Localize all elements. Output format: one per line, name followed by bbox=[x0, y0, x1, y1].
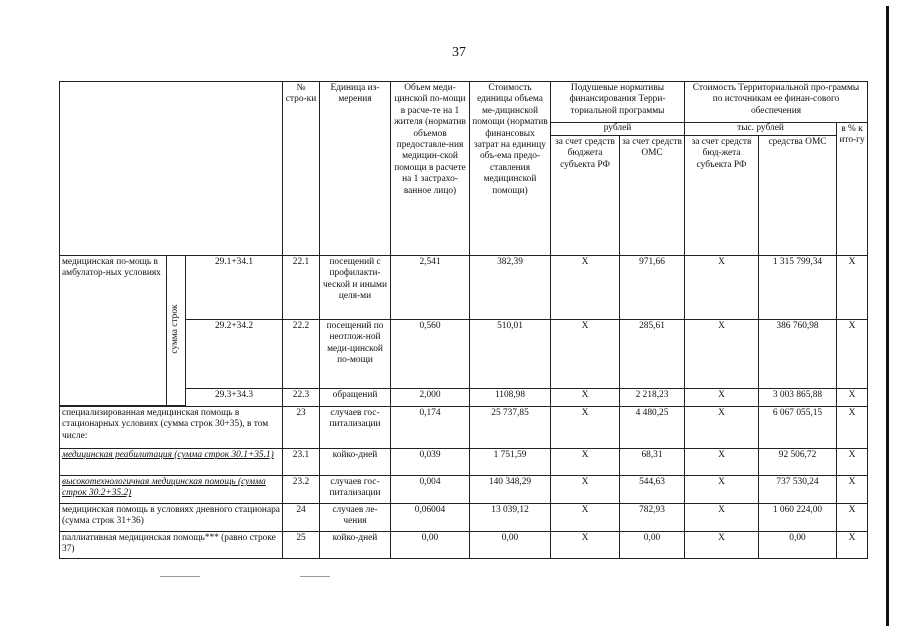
header-volume: Объем меди-цинской по-мощи в расче-те на 1 жителя (норматив объемов предоставле-ния медицин-ской помощи в расчете на 1 застрахо-ванное лицо) bbox=[390, 81, 470, 256]
footer-rule bbox=[160, 576, 200, 577]
cell-vol: 2,541 bbox=[390, 255, 470, 320]
cell-oms2: 386 760,98 bbox=[758, 319, 837, 389]
cell-b2: Х bbox=[684, 531, 759, 559]
header-thous-rub: тыс. рублей bbox=[684, 122, 837, 136]
cell-oms2: 3 003 865,88 bbox=[758, 388, 837, 407]
cell-b: Х bbox=[550, 503, 620, 532]
cell-b: Х bbox=[550, 475, 620, 504]
cell-b2: Х bbox=[684, 406, 759, 449]
cell-b: Х bbox=[550, 448, 620, 476]
footer-rule bbox=[300, 576, 330, 577]
cell-oms: 544,63 bbox=[619, 475, 685, 504]
cell-cost: 0,00 bbox=[469, 531, 551, 559]
row-name: высокотехнологичная медицинская помощь (сумма строк 30.2+35.2) bbox=[59, 475, 283, 504]
ambulatory-label: медицинская по-мощь в амбулатор-ных условиях bbox=[59, 255, 167, 406]
cell-unit: случаев гос-питализации bbox=[319, 406, 391, 449]
row-name: специализированная медицинская помощь в стационарных условиях (сумма строк 30+35), в том числе: bbox=[59, 406, 283, 449]
row-name: медицинская реабилитация (сумма строк 30.1+35.1) bbox=[59, 448, 283, 476]
cell-no: 22.2 bbox=[282, 319, 320, 389]
cell-no: 22.3 bbox=[282, 388, 320, 407]
cell-oms2: 6 067 055,15 bbox=[758, 406, 837, 449]
cell-oms2: 1 315 799,34 bbox=[758, 255, 837, 320]
cell-vol: 0,039 bbox=[390, 448, 470, 476]
cell-oms: 971,66 bbox=[619, 255, 685, 320]
cell-cost: 140 348,29 bbox=[469, 475, 551, 504]
cell-pct: Х bbox=[836, 319, 868, 389]
cell-no: 24 bbox=[282, 503, 320, 532]
header-oms2: средства ОМС bbox=[758, 135, 837, 256]
cell-unit: случаев гос-питализации bbox=[319, 475, 391, 504]
cell-oms: 68,31 bbox=[619, 448, 685, 476]
header-cost: Стоимость единицы объема ме-дицинской помощи (норматив финансовых затрат на единицу объ-ема предо-ставления медицинской помощи) bbox=[469, 81, 551, 256]
cell-cost: 25 737,85 bbox=[469, 406, 551, 449]
cell-cost: 510,01 bbox=[469, 319, 551, 389]
cell-b: Х bbox=[550, 531, 620, 559]
cell-oms2: 0,00 bbox=[758, 531, 837, 559]
cell-pct: Х bbox=[836, 255, 868, 320]
header-empty bbox=[59, 81, 283, 256]
cell-unit: койко-дней bbox=[319, 531, 391, 559]
cell-vol: 0,06004 bbox=[390, 503, 470, 532]
cell-vol: 2,000 bbox=[390, 388, 470, 407]
cell-pct: Х bbox=[836, 503, 868, 532]
cell-b: Х bbox=[550, 319, 620, 389]
formula-cell: 29.3+34.3 bbox=[185, 388, 283, 407]
cell-unit: обращений bbox=[319, 388, 391, 407]
cell-no: 23.1 bbox=[282, 448, 320, 476]
cell-b2: Х bbox=[684, 448, 759, 476]
cell-cost: 1 751,59 bbox=[469, 448, 551, 476]
cell-cost: 1108,98 bbox=[469, 388, 551, 407]
header-budget: за счет средств бюджета субъекта РФ bbox=[550, 135, 620, 256]
formula-cell: 29.2+34.2 bbox=[185, 319, 283, 389]
cell-vol: 0,004 bbox=[390, 475, 470, 504]
cell-no: 23.2 bbox=[282, 475, 320, 504]
cell-vol: 0,560 bbox=[390, 319, 470, 389]
formula-cell: 29.1+34.1 bbox=[185, 255, 283, 320]
cell-cost: 382,39 bbox=[469, 255, 551, 320]
header-pct: в % к ито-гу bbox=[836, 122, 868, 256]
cell-oms2: 737 530,24 bbox=[758, 475, 837, 504]
cell-b2: Х bbox=[684, 475, 759, 504]
sum-rows-vertical-label: сумма строк bbox=[170, 304, 180, 354]
cell-b2: Х bbox=[684, 503, 759, 532]
cell-unit: посещений по неотлож-ной меди-цинской по-мощи bbox=[319, 319, 391, 389]
cell-oms: 0,00 bbox=[619, 531, 685, 559]
row-name: медицинская помощь в условиях дневного стационара (сумма строк 31+36) bbox=[59, 503, 283, 532]
cell-oms: 782,93 bbox=[619, 503, 685, 532]
cell-b2: Х bbox=[684, 319, 759, 389]
row-name: паллиативная медицинская помощь*** (равно строке 37) bbox=[59, 531, 283, 559]
cell-pct: Х bbox=[836, 448, 868, 476]
header-rub: рублей bbox=[550, 122, 685, 136]
header-budget2: за счет средств бюд-жета субъекта РФ bbox=[684, 135, 759, 256]
cell-pct: Х bbox=[836, 406, 868, 449]
cell-oms: 2 218,23 bbox=[619, 388, 685, 407]
cell-b2: Х bbox=[684, 388, 759, 407]
cell-oms: 285,61 bbox=[619, 319, 685, 389]
header-unit: Единица из-мерения bbox=[319, 81, 391, 256]
header-program: Стоимость Территориальной про-граммы по источникам ее финан-сового обеспечения bbox=[684, 81, 868, 123]
page-number: 37 bbox=[452, 45, 466, 60]
cell-b2: Х bbox=[684, 255, 759, 320]
cell-oms2: 1 060 224,00 bbox=[758, 503, 837, 532]
cell-b: Х bbox=[550, 388, 620, 407]
cell-unit: случаев ле-чения bbox=[319, 503, 391, 532]
cell-vol: 0,00 bbox=[390, 531, 470, 559]
cell-b: Х bbox=[550, 255, 620, 320]
cell-unit: посещений с профилакти-ческой и иными целя-ми bbox=[319, 255, 391, 320]
scan-edge-bar bbox=[886, 6, 889, 626]
cell-cost: 13 039,12 bbox=[469, 503, 551, 532]
cell-no: 25 bbox=[282, 531, 320, 559]
cell-oms2: 92 506,72 bbox=[758, 448, 837, 476]
header-norms: Подушевые нормативы финансирования Терри-ториальной программы bbox=[550, 81, 685, 123]
cell-b: Х bbox=[550, 406, 620, 449]
cell-vol: 0,174 bbox=[390, 406, 470, 449]
header-oms: за счет средств ОМС bbox=[619, 135, 685, 256]
cell-pct: Х bbox=[836, 388, 868, 407]
cell-no: 22.1 bbox=[282, 255, 320, 320]
header-row-no: № стро-ки bbox=[282, 81, 320, 256]
cell-no: 23 bbox=[282, 406, 320, 449]
cell-pct: Х bbox=[836, 475, 868, 504]
cell-pct: Х bbox=[836, 531, 868, 559]
cell-unit: койко-дней bbox=[319, 448, 391, 476]
cell-oms: 4 480,25 bbox=[619, 406, 685, 449]
